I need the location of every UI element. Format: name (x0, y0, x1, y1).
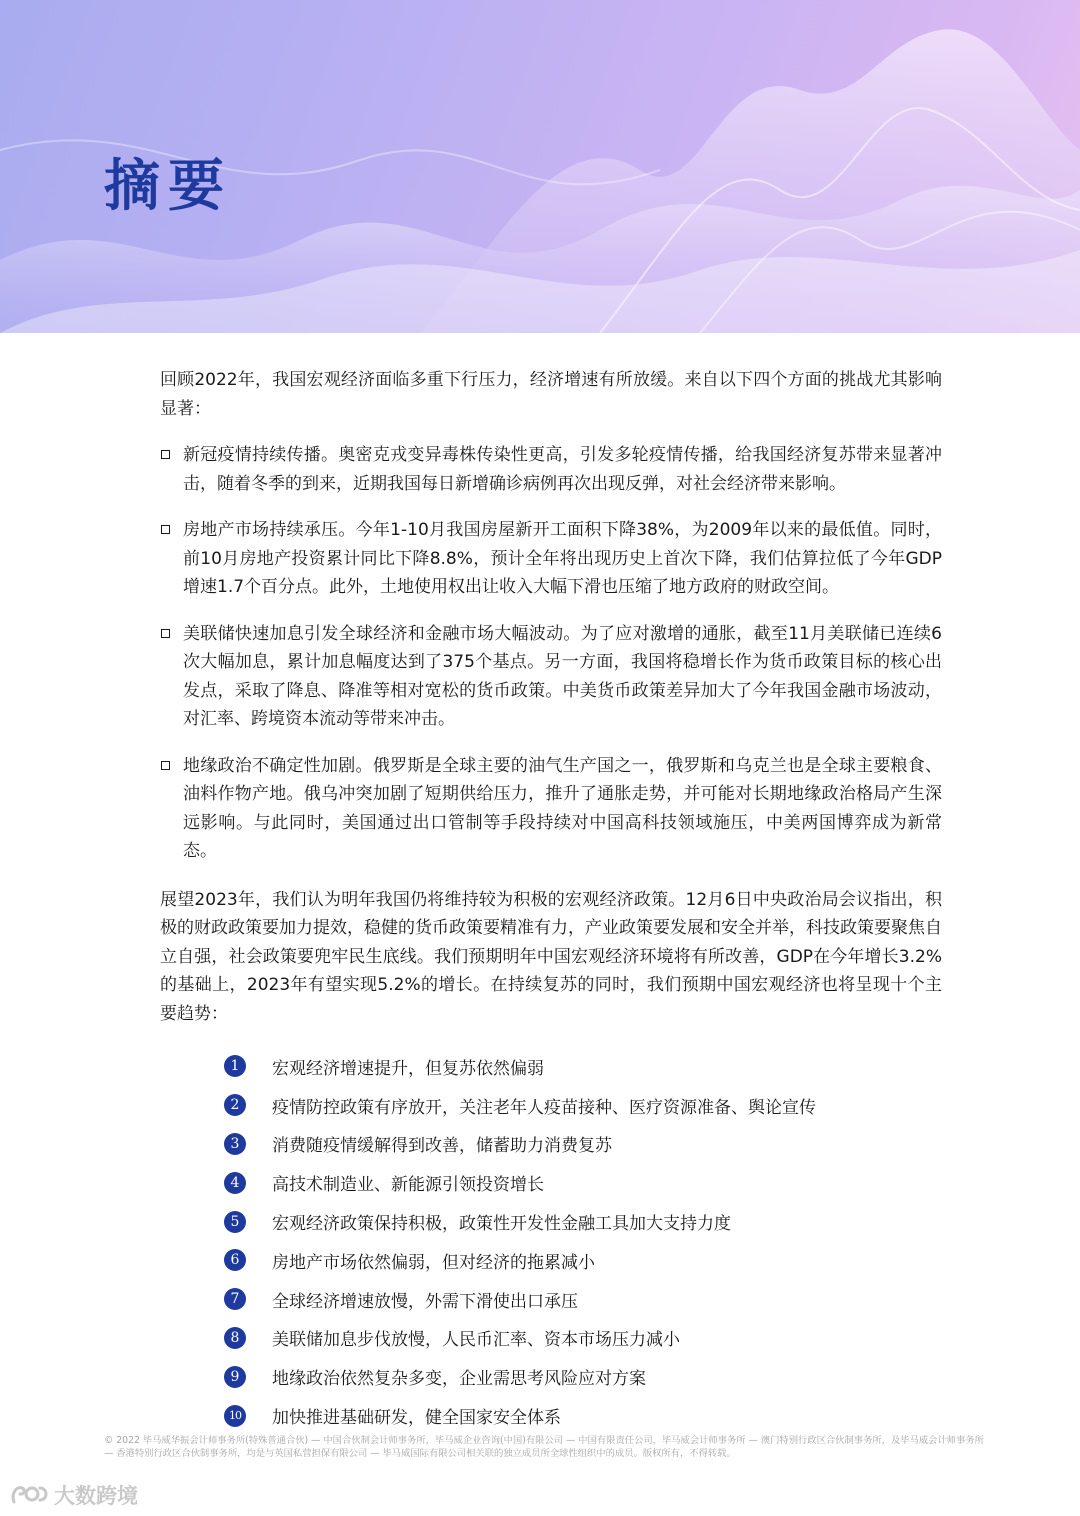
trend-text: 疫情防控政策有序放开，关注老年人疫苗接种、医疗资源准备、舆论宣传 (272, 1097, 816, 1118)
watermark-text: 大数跨境 (54, 1484, 138, 1508)
trend-item (224, 1163, 942, 1202)
number-badge: 4 (224, 1172, 246, 1194)
number-badge: 8 (224, 1327, 246, 1349)
intro-paragraph: 回顾2022年，我国宏观经济面临多重下行压力，经济增速有所放缓。来自以下四个方面的挑战尤其影响显著： (160, 370, 942, 419)
checkbox-bullet-icon (161, 450, 170, 459)
trend-list (224, 1047, 942, 1435)
number-badge: 10 (224, 1405, 246, 1427)
trend-item (224, 1357, 942, 1396)
header-banner (0, 0, 1080, 333)
trend-text: 地缘政治依然复杂多变，企业需思考风险应对方案 (272, 1369, 646, 1390)
trend-item (224, 1241, 942, 1280)
trend-text: 全球经济增速放慢，外需下滑使出口承压 (272, 1291, 578, 1312)
number-badge: 3 (224, 1133, 246, 1155)
trend-text: 消费随疫情缓解得到改善，储蓄助力消费复苏 (272, 1136, 612, 1157)
trend-text: 宏观经济增速提升，但复苏依然偏弱 (272, 1058, 544, 1079)
copyright-footer: © 2022 毕马威华振会计师事务所(特殊普通合伙) — 中国合伙制会计师事务所，毕马威企业咨询(中国)有限公司 — 中国有限责任公司，毕马威会计师事务所 — 澳门特别行政区合伙制事务所，及毕马威会计师事务所 — 香港特别行政区合伙制事务所，均是与英国私营担保有限公司 — 毕马威国际有限公司相关联的独立成员所全球性组织中的成员。版权所有，不得转载。 (104, 1435, 984, 1459)
number-badge: 1 (224, 1055, 246, 1077)
challenge-text: 新冠疫情持续传播。奥密克戎变异毒株传染性更高，引发多轮疫情传播，给我国经济复苏带来显著冲击，随着冬季的到来，近期我国每日新增确诊病例再次出现反弹，对社会经济带来影响。 (183, 445, 942, 494)
trend-item (224, 1202, 942, 1241)
challenge-list (160, 441, 942, 866)
trend-item (224, 1125, 942, 1164)
checkbox-bullet-icon (161, 525, 170, 534)
trend-item (224, 1086, 942, 1125)
watermark (10, 1480, 138, 1510)
number-badge: 2 (224, 1094, 246, 1116)
checkbox-bullet-icon (161, 629, 170, 638)
page-title: 摘要 (104, 154, 232, 219)
summary-content (160, 366, 942, 1435)
trend-text: 加快推进基础研发，健全国家安全体系 (272, 1408, 561, 1429)
trend-item (224, 1319, 942, 1358)
trend-text: 高技术制造业、新能源引领投资增长 (272, 1175, 544, 1196)
outlook-paragraph: 展望2023年，我们认为明年我国仍将维持较为积极的宏观经济政策。12月6日中央政治局会议指出，积极的财政政策要加力提效，稳健的货币政策要精准有力，产业政策要发展和安全并举，科技政策要聚焦自立自强，社会政策要兜牢民生底线。我们预期明年中国宏观经济环境将有所改善，GDP在今年增长3.2%的基础上，2023年有望实现5.2%的增长。在持续复苏的同时，我们预期中国宏观经济也将呈现十个主要趋势： (160, 889, 942, 1024)
challenge-text: 房地产市场持续承压。今年1-10月我国房屋新开工面积下降38%，为2009年以来的最低值。同时，前10月房地产投资累计同比下降8.8%，预计全年将出现历史上首次下降，我们估算拉低了今年GDP增速1.7个百分点。此外，土地使用权出让收入大幅下滑也压缩了地方政府的财政空间。 (183, 520, 942, 597)
challenge-item (160, 752, 942, 866)
trend-item (224, 1280, 942, 1319)
challenge-item (160, 441, 942, 498)
trend-text: 宏观经济政策保持积极，政策性开发性金融工具加大支持力度 (272, 1214, 731, 1235)
number-badge: 5 (224, 1211, 246, 1233)
challenge-text: 地缘政治不确定性加剧。俄罗斯是全球主要的油气生产国之一，俄罗斯和乌克兰也是全球主要粮食、油料作物产地。俄乌冲突加剧了短期供给压力，推升了通胀走势，并可能对长期地缘政治格局产生深远影响。与此同时，美国通过出口管制等手段持续对中国高科技领域施压，中美两国博弈成为新常态。 (183, 755, 942, 861)
number-badge: 9 (224, 1366, 246, 1388)
challenge-text: 美联储快速加息引发全球经济和金融市场大幅波动。为了应对激增的通胀，截至11月美联储已连续6次大幅加息，累计加息幅度达到了375个基点。另一方面，我国将稳增长作为货币政策目标的核心出发点，采取了降息、降准等相对宽松的货币政策。中美货币政策差异加大了今年我国金融市场波动，对汇率、跨境资本流动等带来冲击。 (183, 623, 942, 729)
challenge-item (160, 516, 942, 602)
trend-item (224, 1396, 942, 1435)
number-badge: 6 (224, 1249, 246, 1271)
trend-item (224, 1047, 942, 1086)
trend-text: 美联储加息步伐放慢，人民币汇率、资本市场压力减小 (272, 1330, 680, 1351)
watermark-logo-icon (10, 1482, 50, 1508)
number-badge: 7 (224, 1288, 246, 1310)
checkbox-bullet-icon (161, 761, 170, 770)
challenge-item (160, 620, 942, 734)
trend-text: 房地产市场依然偏弱，但对经济的拖累减小 (272, 1252, 595, 1273)
